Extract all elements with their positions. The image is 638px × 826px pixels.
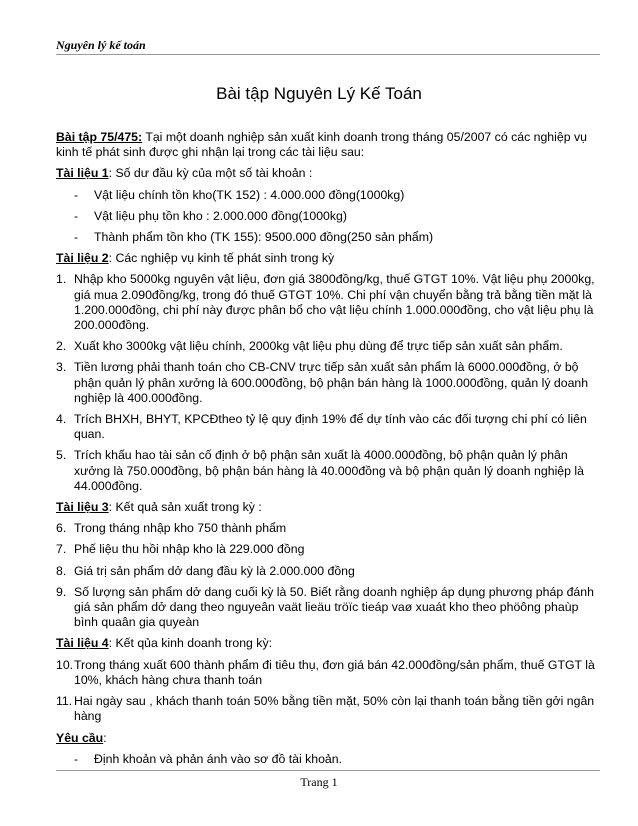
page-footer: Trang 1 xyxy=(300,775,338,789)
list-item-text: Trích khấu hao tài sản cố định ở bộ phận sản xuất là 4000.000đồng, bộ phận quản lý phân xưởng là 750.000đồng, bộ phận bán hàng là 40.000đồng và bộ phận quản lý doanh nghiệp là 44.000đồng. xyxy=(74,448,584,493)
dash-bullet: - xyxy=(74,230,79,245)
list-item xyxy=(56,752,602,767)
section-3-label: Tài liệu 3 xyxy=(56,500,109,515)
requirement-label: Yêu cầu xyxy=(56,730,104,745)
section-3-list xyxy=(56,521,602,630)
item-number: 8. xyxy=(56,563,67,578)
item-number: 5. xyxy=(56,448,67,463)
item-number: 1. xyxy=(56,272,67,287)
list-item-text: Trích BHXH, BHYT, KPCĐtheo tỷ lệ quy định 19% để dự tính vào các đối tượng chi phí có liên quan. xyxy=(74,412,587,442)
section-1-text: : Số dư đầu kỳ của một số tài khoản : xyxy=(108,166,313,181)
item-number: 3. xyxy=(56,360,67,375)
item-number: 7. xyxy=(56,542,67,557)
item-number: 10. xyxy=(56,657,74,672)
section-4-heading xyxy=(56,636,602,651)
requirement-heading xyxy=(56,731,602,746)
requirement-list xyxy=(56,752,602,767)
section-4-label: Tài liệu 4 xyxy=(56,636,109,651)
section-3-text: : Kết quả sản xuất trong kỳ : xyxy=(108,500,262,515)
list-item-text: Số lượng sản phẩm dở dang cuối kỳ là 50. Biết rằng doanh nghiệp áp dụng phương pháp đánh giá sản phẩm dở dang theo nguyeân vaät lieäu tröïc tieáp vaø xuaát kho theo phöông phaùp bình quaân gia quyeàn xyxy=(74,584,594,630)
section-2-list xyxy=(56,272,602,494)
header-divider xyxy=(56,54,600,55)
list-item xyxy=(56,658,602,688)
item-number: 6. xyxy=(56,521,67,536)
list-item-text: Nhập kho 5000kg nguyên vật liệu, đơn giá 3800đồng/kg, thuế GTGT 10%. Vật liệu phụ 2000kg, giá mua 2.090đồng/kg, trong đó thuế GTGT 10%. Chi phí vận chuyển bằng trả bằng tiền mặt là 1.200.000đồng, chi phí này được phân bổ cho vật liệu chính 1.000.000đồng, cho vật liệu phụ là 200.000đồng. xyxy=(74,272,595,333)
list-item xyxy=(56,564,602,579)
requirement-colon: : xyxy=(103,730,107,745)
document-body xyxy=(56,130,602,773)
list-item-text: Vật liệu chính tồn kho(TK 152) : 4.000.000 đồng(1000kg) xyxy=(94,187,405,202)
list-item xyxy=(56,694,602,724)
section-2-label: Tài liệu 2 xyxy=(56,251,109,266)
list-item xyxy=(56,542,602,557)
page-title: Bài tập Nguyên Lý Kế Toán xyxy=(216,84,422,103)
footer-divider xyxy=(56,770,600,771)
list-item xyxy=(56,230,602,245)
list-item-text: Vật liệu phụ tồn kho : 2.000.000 đồng(1000kg) xyxy=(94,208,347,223)
intro-text: Tại một doanh nghiệp sản xuất kinh doanh trong tháng 05/2007 có các nghiệp vụ kinh tế phát sinh được ghi nhận lại trong các tài liệu sau: xyxy=(56,130,587,160)
list-item-text: Trong tháng xuất 600 thành phẩm đi tiêu thụ, đơn giá bán 42.000đồng/sản phẩm, thuế GTGT là 10%, khách hàng chưa thanh toán xyxy=(74,657,595,687)
item-number: 2. xyxy=(56,339,67,354)
section-1-heading xyxy=(56,166,602,181)
list-item-text: Thành phẩm tồn kho (TK 155): 9500.000 đồng(250 sản phẩm) xyxy=(94,230,434,245)
running-header: Nguyên lý kế toán xyxy=(56,38,146,52)
list-item xyxy=(56,272,602,333)
list-item xyxy=(56,360,602,406)
list-item xyxy=(56,521,602,536)
dash-bullet: - xyxy=(74,187,79,202)
list-item xyxy=(56,448,602,494)
list-item-text: Tiền lương phải thanh toán cho CB-CNV trực tiếp sản xuất sản phẩm là 6000.000đồng, ở bộ phận quản lý phân xưởng là 600.000đồng, bộ phận bán hàng là 1000.000đồng, quản lý doanh nghiệp là 400.000đồng. xyxy=(74,360,589,405)
section-2-text: : Các nghiệp vụ kinh tế phát sinh trong kỳ xyxy=(108,251,335,266)
list-item xyxy=(56,412,602,442)
exercise-label: Bài tập 75/475: xyxy=(56,130,143,144)
list-item xyxy=(56,339,602,354)
section-2-heading xyxy=(56,251,602,266)
list-item xyxy=(56,188,602,203)
section-3-heading xyxy=(56,500,602,515)
intro-paragraph xyxy=(56,130,602,160)
list-item-text: Hai ngày sau , khách thanh toán 50% bằng tiền mặt, 50% còn lại thanh toán bằng tiền gởi ngân hàng xyxy=(74,694,595,724)
dash-bullet: - xyxy=(74,751,79,766)
list-item-text: Giá trị sản phẩm dở dang đầu kỳ là 2.000.000 đồng xyxy=(74,563,355,578)
list-item-text: Phế liệu thu hồi nhập kho là 229.000 đồng xyxy=(74,542,305,557)
list-item-text: Định khoản và phản ánh vào sơ đồ tài khoản. xyxy=(94,751,343,766)
dash-bullet: - xyxy=(74,208,79,223)
item-number: 4. xyxy=(56,412,67,427)
section-1-label: Tài liệu 1 xyxy=(56,166,109,181)
section-1-list xyxy=(56,188,602,246)
section-4-text: : Kết qủa kinh doanh trong kỳ: xyxy=(108,636,273,651)
list-item-text: Xuất kho 3000kg vật liệu chính, 2000kg vật liệu phụ dùng để trực tiếp sản xuất sản phẩm. xyxy=(74,339,563,354)
item-number: 11. xyxy=(56,694,73,709)
section-4-list xyxy=(56,658,602,725)
item-number: 9. xyxy=(56,584,67,599)
list-item xyxy=(56,209,602,224)
list-item-text: Trong tháng nhập kho 750 thành phẩm xyxy=(74,521,287,536)
list-item xyxy=(56,585,602,631)
